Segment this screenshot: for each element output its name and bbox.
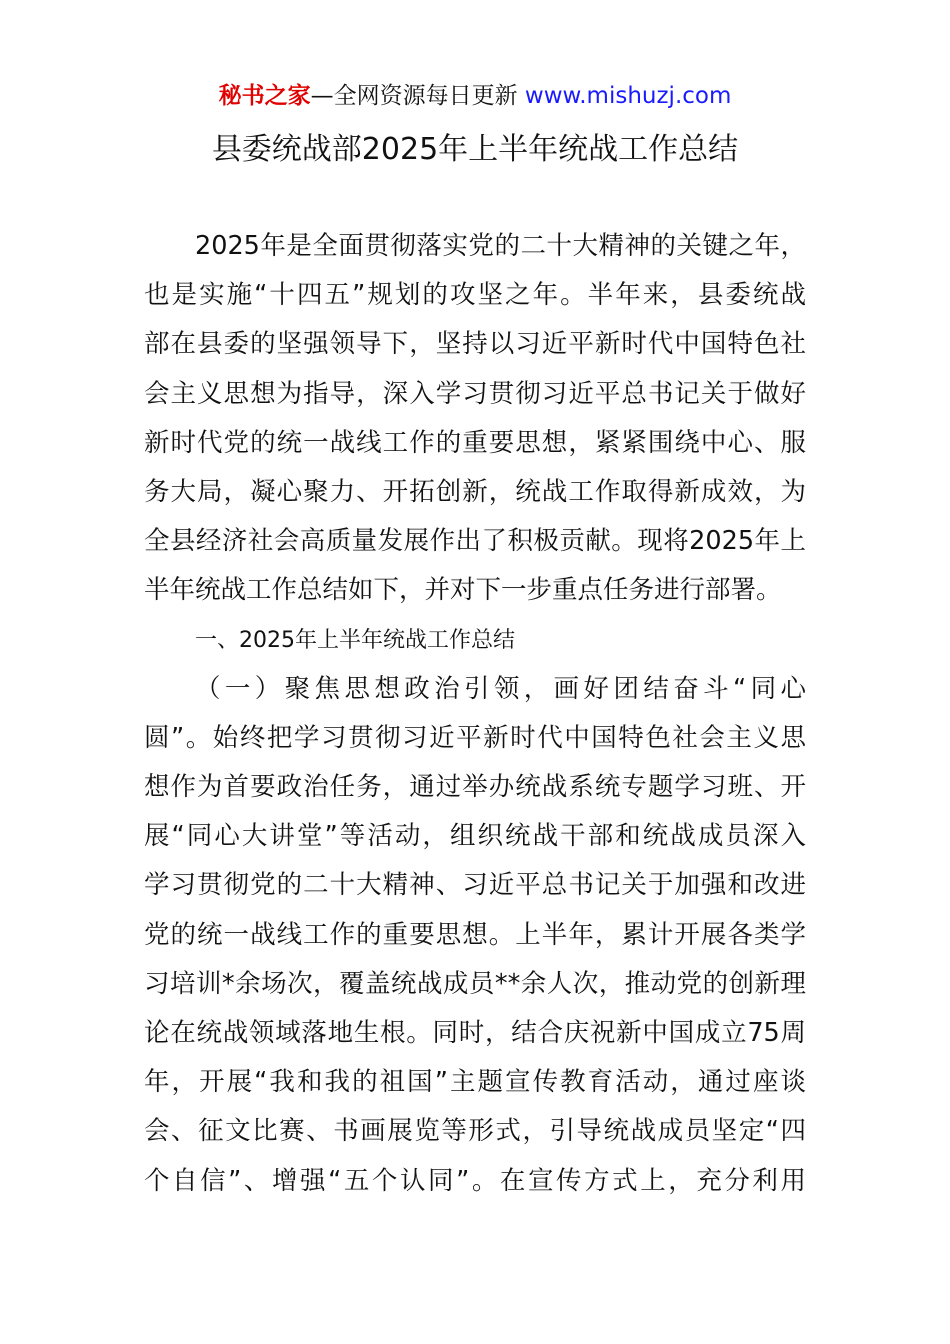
body-line: 个自信”、增强“五个认同”。在宣传方式上，充分利用 xyxy=(144,1165,806,1196)
body-line: 半年统战工作总结如下，并对下一步重点任务进行部署。 xyxy=(144,575,782,606)
body-line: 习培训*余场次，覆盖统战成员**余人次，推动党的创新理 xyxy=(144,968,806,999)
body-line: 部在县委的坚强领导下，坚持以习近平新时代中国特色社 xyxy=(144,329,806,360)
body-line: 务大局，凝心聚力、开拓创新，统战工作取得新成效，为 xyxy=(144,476,806,507)
body-line: 展“同心大讲堂”等活动，组织统战干部和统战成员深入 xyxy=(144,821,806,852)
body-line: 年，开展“我和我的祖国”主题宣传教育活动，通过座谈 xyxy=(144,1067,806,1098)
body-line: 党的统一战线工作的重要思想。上半年，累计开展各类学 xyxy=(144,919,806,950)
site-header xyxy=(0,80,950,112)
body-line: 也是实施“十四五”规划的攻坚之年。半年来，县委统战 xyxy=(144,280,806,311)
body-line: 会主义思想为指导，深入学习贯彻习近平总书记关于做好 xyxy=(144,378,806,409)
document-body xyxy=(144,222,806,1206)
body-line: 全县经济社会高质量发展作出了积极贡献。现将2025年上 xyxy=(144,526,806,557)
body-line: 想作为首要政治任务，通过举办统战系统专题学习班、开 xyxy=(144,772,806,803)
document-title: 县委统战部2025年上半年统战工作总结 xyxy=(211,132,739,167)
body-line: 会、征文比赛、书画展览等形式，引导统战成员坚定“四 xyxy=(144,1116,806,1147)
body-line: 2025年是全面贯彻落实党的二十大精神的关键之年， xyxy=(195,231,806,261)
body-line: 学习贯彻党的二十大精神、习近平总书记关于加强和改进 xyxy=(144,870,806,901)
site-tagline: —全网资源每日更新 xyxy=(310,83,525,109)
site-url-link[interactable]: www.mishuzj.com xyxy=(524,83,732,109)
body-line: 圆”。始终把学习贯彻习近平新时代中国特色社会主义思 xyxy=(144,722,806,753)
body-line: 论在统战领域落地生根。同时，结合庆祝新中国成立75周 xyxy=(144,1018,806,1048)
section-heading: 一、2025年上半年统战工作总结 xyxy=(195,627,515,653)
site-brand: 秘书之家 xyxy=(218,83,311,109)
body-line: 新时代党的统一战线工作的重要思想，紧紧围绕中心、服 xyxy=(144,427,806,458)
subsection-heading: （一）聚焦思想政治引领，画好团结奋斗“同心 xyxy=(195,673,806,704)
